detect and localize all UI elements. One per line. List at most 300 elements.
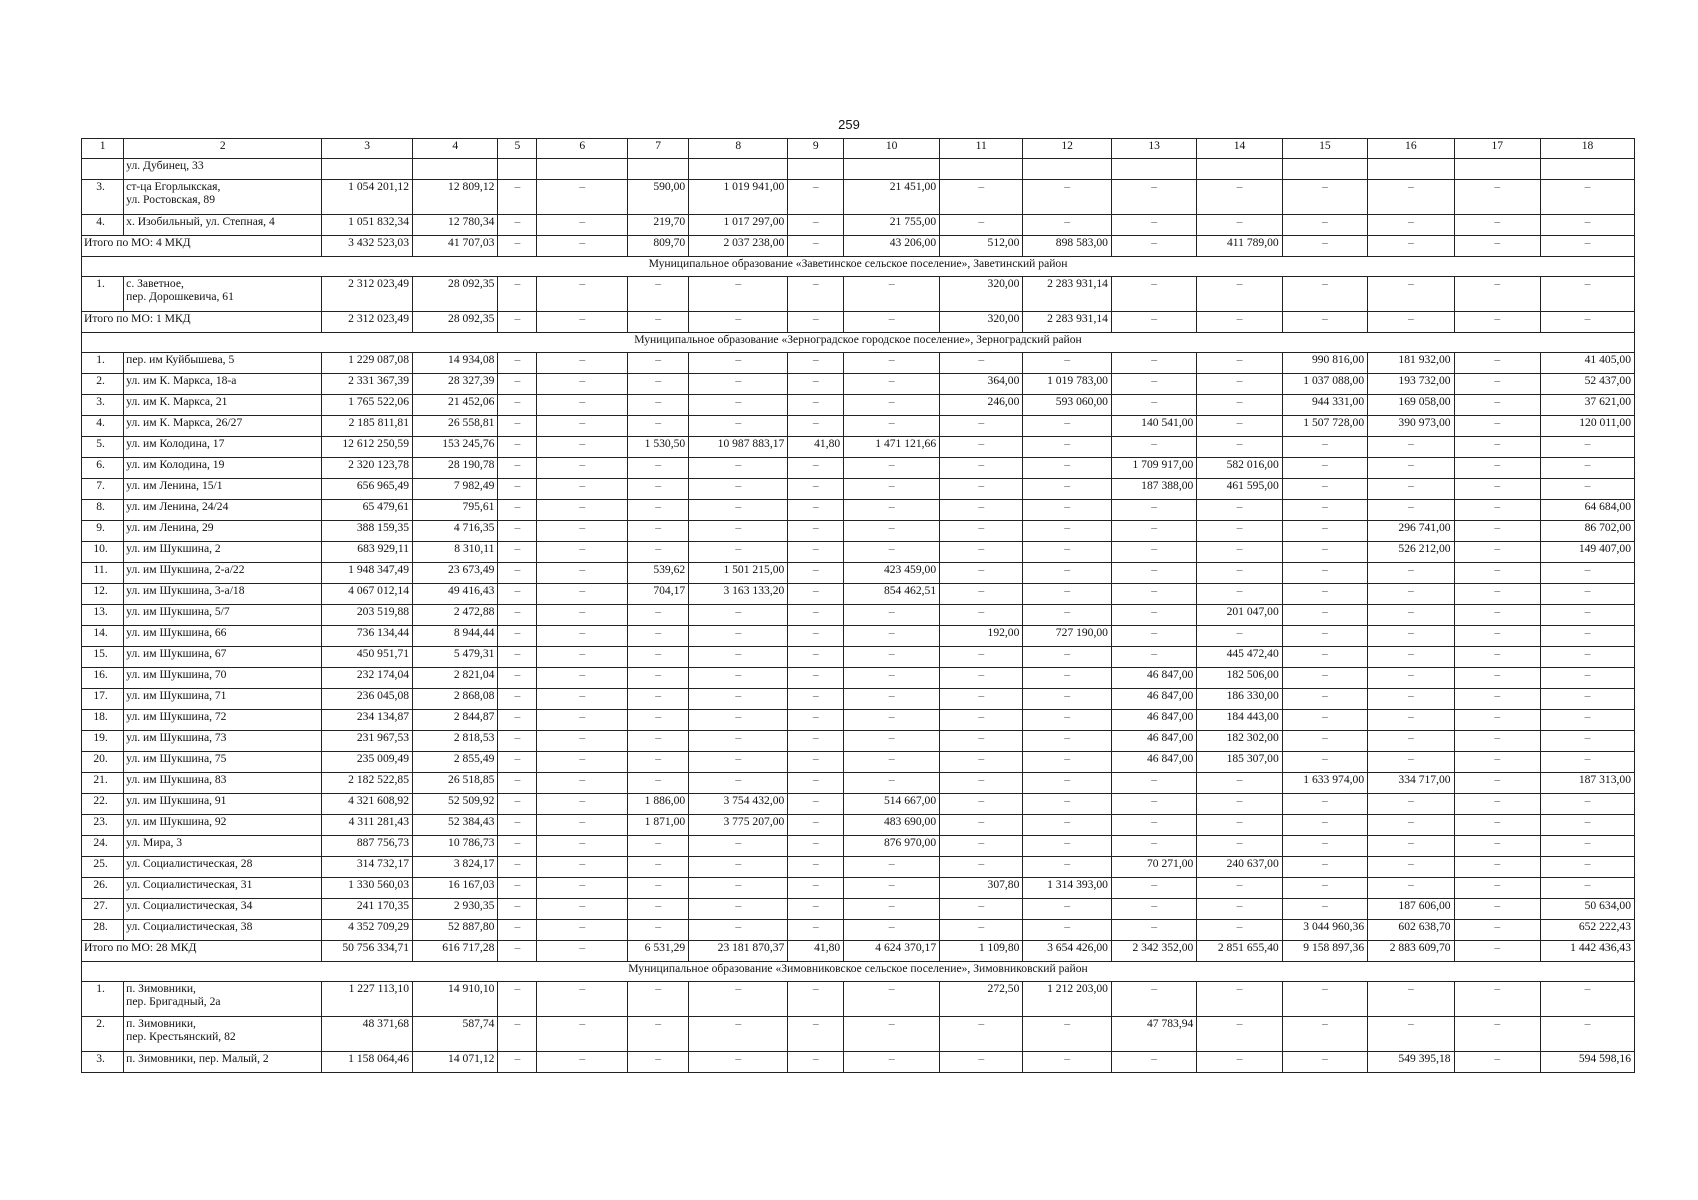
row-number: 26.	[82, 878, 124, 899]
value-cell: 1 017 297,00	[689, 215, 788, 236]
value-cell: 52 384,43	[413, 815, 498, 836]
value-cell: –	[1541, 836, 1635, 857]
value-cell: –	[940, 731, 1023, 752]
value-cell: –	[1023, 689, 1112, 710]
total-value-cell: –	[788, 312, 844, 333]
value-cell: –	[1197, 815, 1282, 836]
table-row	[82, 752, 1635, 773]
value-cell: 21 755,00	[844, 215, 940, 236]
total-value-cell: 4 624 370,17	[844, 941, 940, 962]
value-cell: –	[628, 395, 689, 416]
value-cell: 219,70	[628, 215, 689, 236]
value-cell: –	[628, 479, 689, 500]
address-line: ул. им К. Маркса, 21	[126, 395, 228, 408]
value-cell: –	[498, 395, 537, 416]
value-cell: –	[1541, 752, 1635, 773]
value-cell: –	[1282, 215, 1367, 236]
value-cell	[1368, 159, 1454, 180]
value-cell: 2 472,88	[413, 605, 498, 626]
value-cell: 28 092,35	[413, 277, 498, 312]
value-cell: –	[1282, 982, 1367, 1017]
address-cell	[124, 836, 322, 857]
value-cell	[322, 159, 413, 180]
value-cell: –	[940, 1017, 1023, 1052]
total-value-cell: –	[1368, 312, 1454, 333]
value-cell: –	[498, 277, 537, 312]
value-cell: –	[788, 689, 844, 710]
value-cell: –	[537, 794, 628, 815]
value-cell: –	[628, 542, 689, 563]
value-cell: 193 732,00	[1368, 374, 1454, 395]
value-cell: –	[940, 416, 1023, 437]
value-cell: –	[537, 836, 628, 857]
table-row	[82, 668, 1635, 689]
address-line: ул. им Шукшина, 75	[126, 752, 227, 765]
value-cell: –	[844, 710, 940, 731]
value-cell: –	[628, 668, 689, 689]
value-cell: –	[1454, 521, 1540, 542]
value-cell: 10 987 883,17	[689, 437, 788, 458]
value-cell: –	[844, 689, 940, 710]
value-cell: –	[844, 374, 940, 395]
value-cell: –	[1541, 794, 1635, 815]
value-cell: –	[1454, 1052, 1540, 1073]
row-number: 9.	[82, 521, 124, 542]
value-cell: –	[537, 215, 628, 236]
value-cell: –	[788, 374, 844, 395]
total-row	[82, 312, 1635, 333]
value-cell: 2 844,87	[413, 710, 498, 731]
value-cell: –	[940, 647, 1023, 668]
row-number: 3.	[82, 395, 124, 416]
value-cell: –	[537, 500, 628, 521]
value-cell: 2 283 931,14	[1023, 277, 1112, 312]
value-cell: 1 633 974,00	[1282, 773, 1367, 794]
value-cell: –	[1111, 521, 1196, 542]
value-cell: 46 847,00	[1111, 668, 1196, 689]
value-cell: –	[1023, 416, 1112, 437]
value-cell: 320,00	[940, 277, 1023, 312]
value-cell: –	[628, 647, 689, 668]
address-cell	[124, 710, 322, 731]
value-cell: –	[1197, 374, 1282, 395]
section-heading-row	[82, 962, 1635, 982]
column-number-header: 14	[1197, 139, 1282, 159]
value-cell: 450 951,71	[322, 647, 413, 668]
value-cell: –	[1368, 563, 1454, 584]
column-number-row	[82, 139, 1635, 159]
value-cell: –	[1023, 920, 1112, 941]
value-cell: 236 045,08	[322, 689, 413, 710]
value-cell: –	[940, 437, 1023, 458]
value-cell: –	[689, 521, 788, 542]
value-cell: –	[1023, 668, 1112, 689]
value-cell: 187 606,00	[1368, 899, 1454, 920]
row-number: 1.	[82, 277, 124, 312]
value-cell: 1 501 215,00	[689, 563, 788, 584]
value-cell: –	[940, 752, 1023, 773]
address-cell	[124, 605, 322, 626]
value-cell: 4 716,35	[413, 521, 498, 542]
value-cell: 184 443,00	[1197, 710, 1282, 731]
value-cell: –	[1368, 668, 1454, 689]
total-value-cell: 2 342 352,00	[1111, 941, 1196, 962]
value-cell: 1 530,50	[628, 437, 689, 458]
value-cell: 14 934,08	[413, 353, 498, 374]
value-cell: 1 871,00	[628, 815, 689, 836]
column-number-header: 18	[1541, 139, 1635, 159]
value-cell: 8 944,44	[413, 626, 498, 647]
section-heading-row	[82, 333, 1635, 353]
value-cell: –	[1454, 794, 1540, 815]
value-cell: –	[1282, 277, 1367, 312]
value-cell: –	[940, 836, 1023, 857]
value-cell: 149 407,00	[1541, 542, 1635, 563]
value-cell	[689, 159, 788, 180]
value-cell: –	[940, 563, 1023, 584]
value-cell: –	[537, 180, 628, 215]
value-cell: –	[537, 542, 628, 563]
address-line: п. Зимовники,	[126, 1017, 196, 1030]
value-cell: –	[788, 710, 844, 731]
address-cell	[124, 521, 322, 542]
value-cell: –	[1454, 647, 1540, 668]
value-cell: –	[498, 215, 537, 236]
total-value-cell: 2 037 238,00	[689, 236, 788, 257]
value-cell: 50 634,00	[1541, 899, 1635, 920]
value-cell: –	[1197, 215, 1282, 236]
value-cell: 182 302,00	[1197, 731, 1282, 752]
value-cell: –	[537, 437, 628, 458]
section-heading-row	[82, 257, 1635, 277]
value-cell: 388 159,35	[322, 521, 413, 542]
value-cell: –	[1454, 458, 1540, 479]
value-cell: –	[689, 668, 788, 689]
value-cell: –	[537, 605, 628, 626]
value-cell: 990 816,00	[1282, 353, 1367, 374]
address-cell	[124, 215, 322, 236]
value-cell: –	[844, 521, 940, 542]
value-cell: –	[844, 458, 940, 479]
value-cell: –	[940, 899, 1023, 920]
value-cell: –	[1282, 794, 1367, 815]
value-cell: –	[1197, 542, 1282, 563]
address-line: ул. им Шукшина, 66	[126, 626, 227, 639]
value-cell: 1 054 201,12	[322, 180, 413, 215]
value-cell: –	[498, 647, 537, 668]
row-number: 7.	[82, 479, 124, 500]
value-cell: –	[1111, 815, 1196, 836]
value-cell: –	[689, 752, 788, 773]
value-cell: 8 310,11	[413, 542, 498, 563]
value-cell: –	[788, 521, 844, 542]
value-cell: –	[689, 395, 788, 416]
value-cell: 52 509,92	[413, 794, 498, 815]
value-cell: 483 690,00	[844, 815, 940, 836]
value-cell: –	[1197, 1017, 1282, 1052]
column-number-header: 9	[788, 139, 844, 159]
value-cell: –	[1023, 458, 1112, 479]
value-cell: 887 756,73	[322, 836, 413, 857]
address-line: ул. Социалистическая, 28	[126, 857, 253, 870]
value-cell: –	[628, 521, 689, 542]
table-row	[82, 920, 1635, 941]
value-cell: –	[498, 479, 537, 500]
value-cell: 1 019 783,00	[1023, 374, 1112, 395]
value-cell: 2 930,35	[413, 899, 498, 920]
table-row	[82, 1052, 1635, 1073]
address-cell	[124, 878, 322, 899]
value-cell: –	[1197, 353, 1282, 374]
column-number-header: 7	[628, 139, 689, 159]
total-value-cell: –	[1454, 236, 1540, 257]
value-cell: 120 011,00	[1541, 416, 1635, 437]
column-number-header: 17	[1454, 139, 1540, 159]
value-cell: –	[1368, 584, 1454, 605]
value-cell: 2 312 023,49	[322, 277, 413, 312]
value-cell: 46 847,00	[1111, 710, 1196, 731]
value-cell: –	[788, 836, 844, 857]
value-cell: –	[1454, 563, 1540, 584]
row-number: 3.	[82, 1052, 124, 1073]
value-cell: –	[537, 731, 628, 752]
value-cell: –	[1282, 647, 1367, 668]
value-cell: 594 598,16	[1541, 1052, 1635, 1073]
value-cell: –	[1282, 836, 1367, 857]
table-row	[82, 689, 1635, 710]
value-cell: 16 167,03	[413, 878, 498, 899]
value-cell: –	[940, 710, 1023, 731]
total-label: Итого по МО: 1 МКД	[82, 312, 322, 333]
row-number: 21.	[82, 773, 124, 794]
value-cell: 334 717,00	[1368, 773, 1454, 794]
value-cell: 86 702,00	[1541, 521, 1635, 542]
total-value-cell: –	[1282, 312, 1367, 333]
value-cell: –	[689, 458, 788, 479]
address-line: ул. им Шукшина, 2-а/22	[126, 563, 245, 576]
value-cell: –	[628, 752, 689, 773]
value-cell: –	[940, 500, 1023, 521]
value-cell: –	[1111, 180, 1196, 215]
value-cell: –	[844, 1052, 940, 1073]
value-cell: –	[498, 584, 537, 605]
value-cell: 46 847,00	[1111, 689, 1196, 710]
total-value-cell: –	[1541, 236, 1635, 257]
value-cell: –	[1454, 689, 1540, 710]
value-cell: –	[788, 773, 844, 794]
value-cell: 727 190,00	[1023, 626, 1112, 647]
total-value-cell: –	[788, 236, 844, 257]
value-cell: –	[498, 710, 537, 731]
value-cell: –	[498, 982, 537, 1017]
table-row	[82, 542, 1635, 563]
row-number: 4.	[82, 416, 124, 437]
value-cell: –	[1197, 500, 1282, 521]
value-cell: –	[1023, 500, 1112, 521]
value-cell: –	[844, 395, 940, 416]
value-cell: 240 637,00	[1197, 857, 1282, 878]
value-cell: 3 824,17	[413, 857, 498, 878]
value-cell: –	[1282, 815, 1367, 836]
value-cell: –	[498, 458, 537, 479]
value-cell: 28 327,39	[413, 374, 498, 395]
value-cell: –	[1023, 794, 1112, 815]
value-cell: –	[537, 920, 628, 941]
value-cell: 364,00	[940, 374, 1023, 395]
value-cell: 12 780,34	[413, 215, 498, 236]
value-cell: –	[628, 836, 689, 857]
value-cell: 461 595,00	[1197, 479, 1282, 500]
value-cell: –	[844, 752, 940, 773]
value-cell: –	[498, 437, 537, 458]
value-cell: –	[1023, 437, 1112, 458]
value-cell: –	[1541, 857, 1635, 878]
value-cell: –	[498, 920, 537, 941]
value-cell: –	[940, 857, 1023, 878]
value-cell: 192,00	[940, 626, 1023, 647]
value-cell: –	[1197, 626, 1282, 647]
value-cell: –	[788, 899, 844, 920]
value-cell: –	[498, 773, 537, 794]
table-row	[82, 857, 1635, 878]
address-cell	[124, 563, 322, 584]
value-cell: –	[1023, 563, 1112, 584]
value-cell: 7 982,49	[413, 479, 498, 500]
address-line: ул. им Ленина, 24/24	[126, 500, 229, 513]
value-cell: 390 973,00	[1368, 416, 1454, 437]
value-cell: –	[689, 1052, 788, 1073]
value-cell: –	[940, 542, 1023, 563]
value-cell: –	[1454, 215, 1540, 236]
value-cell: –	[1541, 668, 1635, 689]
value-cell: –	[628, 773, 689, 794]
table-row	[82, 353, 1635, 374]
value-cell: –	[1023, 710, 1112, 731]
address-line: ул. Социалистическая, 31	[126, 878, 253, 891]
address-line: ул. им Шукшина, 67	[126, 647, 227, 660]
value-cell: 26 558,81	[413, 416, 498, 437]
total-value-cell: –	[498, 941, 537, 962]
value-cell: –	[1023, 584, 1112, 605]
value-cell: –	[689, 416, 788, 437]
row-number: 27.	[82, 899, 124, 920]
value-cell: –	[1454, 500, 1540, 521]
value-cell: –	[1111, 605, 1196, 626]
address-line: ул. им Шукшина, 72	[126, 710, 227, 723]
value-cell: –	[1023, 1052, 1112, 1073]
value-cell: –	[788, 395, 844, 416]
value-cell: 736 134,44	[322, 626, 413, 647]
value-cell: –	[498, 563, 537, 584]
value-cell: –	[788, 353, 844, 374]
value-cell: 704,17	[628, 584, 689, 605]
value-cell: –	[628, 353, 689, 374]
value-cell: 52 437,00	[1541, 374, 1635, 395]
address-line: ул. им Шукшина, 5/7	[126, 605, 230, 618]
value-cell	[844, 159, 940, 180]
value-cell: –	[1282, 479, 1367, 500]
address-line: ул. им Колодина, 17	[126, 437, 225, 450]
value-cell: 1 886,00	[628, 794, 689, 815]
value-cell: –	[1282, 731, 1367, 752]
value-cell: –	[537, 395, 628, 416]
total-value-cell: 320,00	[940, 312, 1023, 333]
value-cell: 169 058,00	[1368, 395, 1454, 416]
value-cell: –	[1023, 836, 1112, 857]
value-cell: 1 765 522,06	[322, 395, 413, 416]
value-cell: –	[537, 353, 628, 374]
value-cell: –	[1282, 710, 1367, 731]
value-cell: –	[1368, 878, 1454, 899]
total-value-cell: 50 756 334,71	[322, 941, 413, 962]
value-cell: –	[1023, 857, 1112, 878]
value-cell: 3 163 133,20	[689, 584, 788, 605]
value-cell: –	[1282, 668, 1367, 689]
column-number-header: 13	[1111, 139, 1196, 159]
value-cell: –	[689, 479, 788, 500]
value-cell: –	[537, 878, 628, 899]
address-cell	[124, 374, 322, 395]
table-row	[82, 626, 1635, 647]
value-cell: –	[1282, 458, 1367, 479]
value-cell: –	[1541, 710, 1635, 731]
value-cell: 1 227 113,10	[322, 982, 413, 1017]
value-cell: –	[788, 416, 844, 437]
value-cell: –	[498, 1017, 537, 1052]
address-line: ул. им Шукшина, 70	[126, 668, 227, 681]
row-number: 23.	[82, 815, 124, 836]
total-value-cell: –	[1282, 236, 1367, 257]
value-cell: –	[1541, 647, 1635, 668]
address-cell	[124, 668, 322, 689]
address-line: ул. Мира, 3	[126, 836, 183, 849]
column-number-header: 1	[82, 139, 124, 159]
total-value-cell: –	[537, 236, 628, 257]
row-number: 2.	[82, 374, 124, 395]
value-cell: –	[788, 563, 844, 584]
value-cell	[1111, 159, 1196, 180]
total-value-cell: 2 851 655,40	[1197, 941, 1282, 962]
value-cell: –	[788, 815, 844, 836]
value-cell: –	[1368, 277, 1454, 312]
value-cell: 26 518,85	[413, 773, 498, 794]
row-number: 15.	[82, 647, 124, 668]
value-cell: 944 331,00	[1282, 395, 1367, 416]
value-cell: –	[498, 374, 537, 395]
value-cell: –	[498, 878, 537, 899]
value-cell: –	[1368, 982, 1454, 1017]
value-cell: 37 621,00	[1541, 395, 1635, 416]
value-cell: 854 462,51	[844, 584, 940, 605]
value-cell: 514 667,00	[844, 794, 940, 815]
value-cell: –	[1541, 626, 1635, 647]
value-cell: 47 783,94	[1111, 1017, 1196, 1052]
value-cell: –	[1023, 1017, 1112, 1052]
value-cell: –	[1197, 395, 1282, 416]
value-cell: –	[689, 626, 788, 647]
address-cell	[124, 920, 322, 941]
value-cell: –	[940, 668, 1023, 689]
value-cell: 526 212,00	[1368, 542, 1454, 563]
row-number: 16.	[82, 668, 124, 689]
table-row	[82, 878, 1635, 899]
value-cell: –	[1197, 836, 1282, 857]
value-cell: –	[1111, 563, 1196, 584]
value-cell: –	[1282, 437, 1367, 458]
value-cell: –	[844, 878, 940, 899]
table-row	[82, 710, 1635, 731]
value-cell: –	[689, 836, 788, 857]
